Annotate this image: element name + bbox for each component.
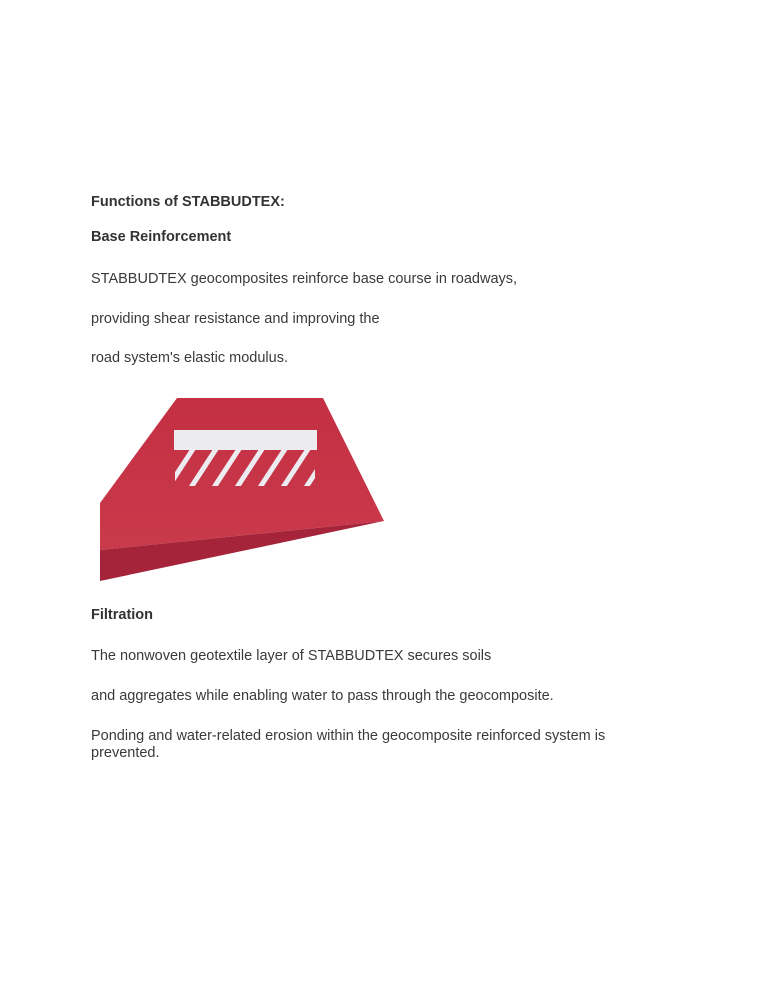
paragraph: STABBUDTEX geocomposites reinforce base course in roadways, <box>91 271 518 287</box>
section-heading-filtration: Filtration <box>91 607 154 623</box>
paragraph: Ponding and water-related erosion within the geocomposite reinforced system is prevented. <box>91 728 606 761</box>
figure-bar <box>174 430 317 450</box>
document-title: Functions of STABBUDTEX: <box>91 194 285 210</box>
section-heading-base-reinforcement: Base Reinforcement <box>91 229 232 245</box>
paragraph: The nonwoven geotextile layer of STABBUDTEX secures soils <box>91 648 492 664</box>
paragraph: road system's elastic modulus. <box>91 350 288 366</box>
paragraph: providing shear resistance and improving the <box>91 311 380 327</box>
paragraph: and aggregates while enabling water to pass through the geocomposite. <box>91 688 554 704</box>
